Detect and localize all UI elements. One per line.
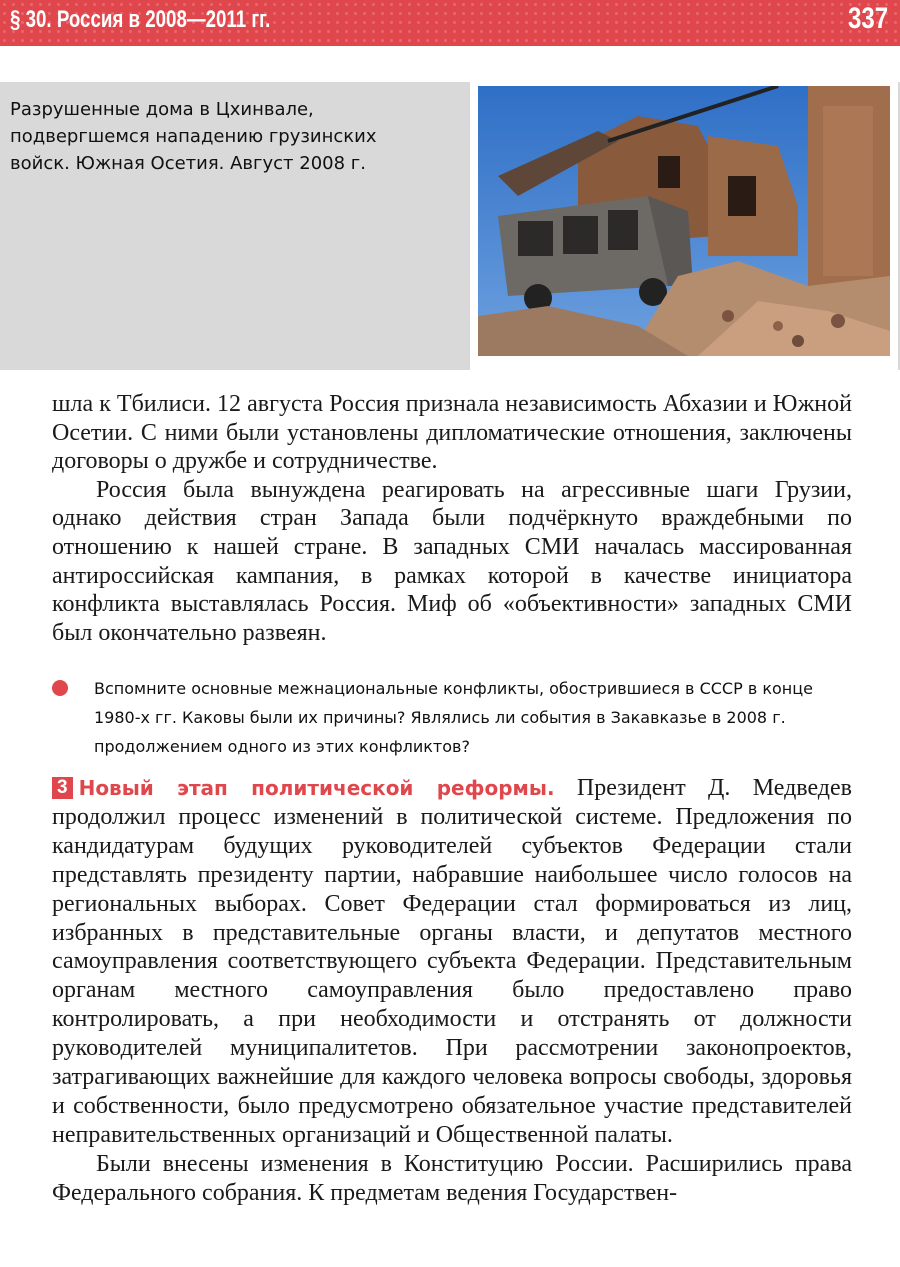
section-number-badge: 3	[52, 777, 73, 799]
body-text	[52, 390, 852, 647]
question-text: Вспомните основные межнациональные конфликты, обострившиеся в СССР в конце 1980-х гг. Каковы были их причины? Являлись ли события в Закавказье в 2008 г. продолжением одного из этих конфликтов?	[94, 679, 813, 756]
section-paragraph	[52, 774, 852, 1150]
section-title: § 30. Россия в 2008—2011 гг.	[10, 6, 271, 33]
section-heading: Новый этап политической реформы.	[78, 776, 555, 800]
question-bullet-icon	[52, 680, 68, 696]
figure-caption: Разрушенные дома в Цхинвале, подвергшемся нападению грузинских войск. Южная Осетия. Август 2008 г.	[10, 99, 377, 174]
section-3	[52, 774, 852, 1208]
paragraph: Россия была вынуждена реагировать на агрессивные шаги Грузии, однако действия стран Запада были подчёркнуто враждебными по отношению к нашей стране. В западных СМИ началась массированная антироссийская кампания, в рамках которой в качестве инициатора конфликта выставлялась Россия. Миф об «объективности» западных СМИ был окончательно развеян.	[52, 476, 852, 646]
paragraph: Были внесены изменения в Конституцию России. Расширились права Федерального собрания. К предметам ведения Государствен-	[52, 1150, 852, 1206]
paragraph: шла к Тбилиси. 12 августа Россия признала независимость Абхазии и Южной Осетии. С ними были установлены дипломатические отношения, заключены договоры о дружбе и сотрудничестве.	[52, 391, 852, 475]
page-number: 337	[847, 2, 888, 35]
destroyed-houses-photo	[478, 86, 890, 356]
page-header	[0, 0, 900, 46]
figure-block	[0, 82, 900, 370]
photo-frame	[470, 82, 898, 370]
section-paragraph-text: Президент Д. Медведев продолжил процесс изменений в политической системе. Предложения по кандидатурам будущих руководителей субъектов Федерации стали представлять президенту партии, набравшие наибольшее число голосов на региональных выборах. Совет Федерации стал формироваться из лиц, избранных в представительные органы власти, и депутатов местного самоуправления соответствующего субъекта Федерации. Представительным органам местного самоуправления было предоставлено право контролировать, а при необходимости и отстранять от должности руководителей муниципалитетов. При рассмотрении законопроектов, затрагивающих важнейшие для каждого человека вопросы свободы, здоровья и собственности, было предусмотрено обязательное участие представителей неправительственных организаций и Общественной палаты.	[52, 775, 852, 1148]
